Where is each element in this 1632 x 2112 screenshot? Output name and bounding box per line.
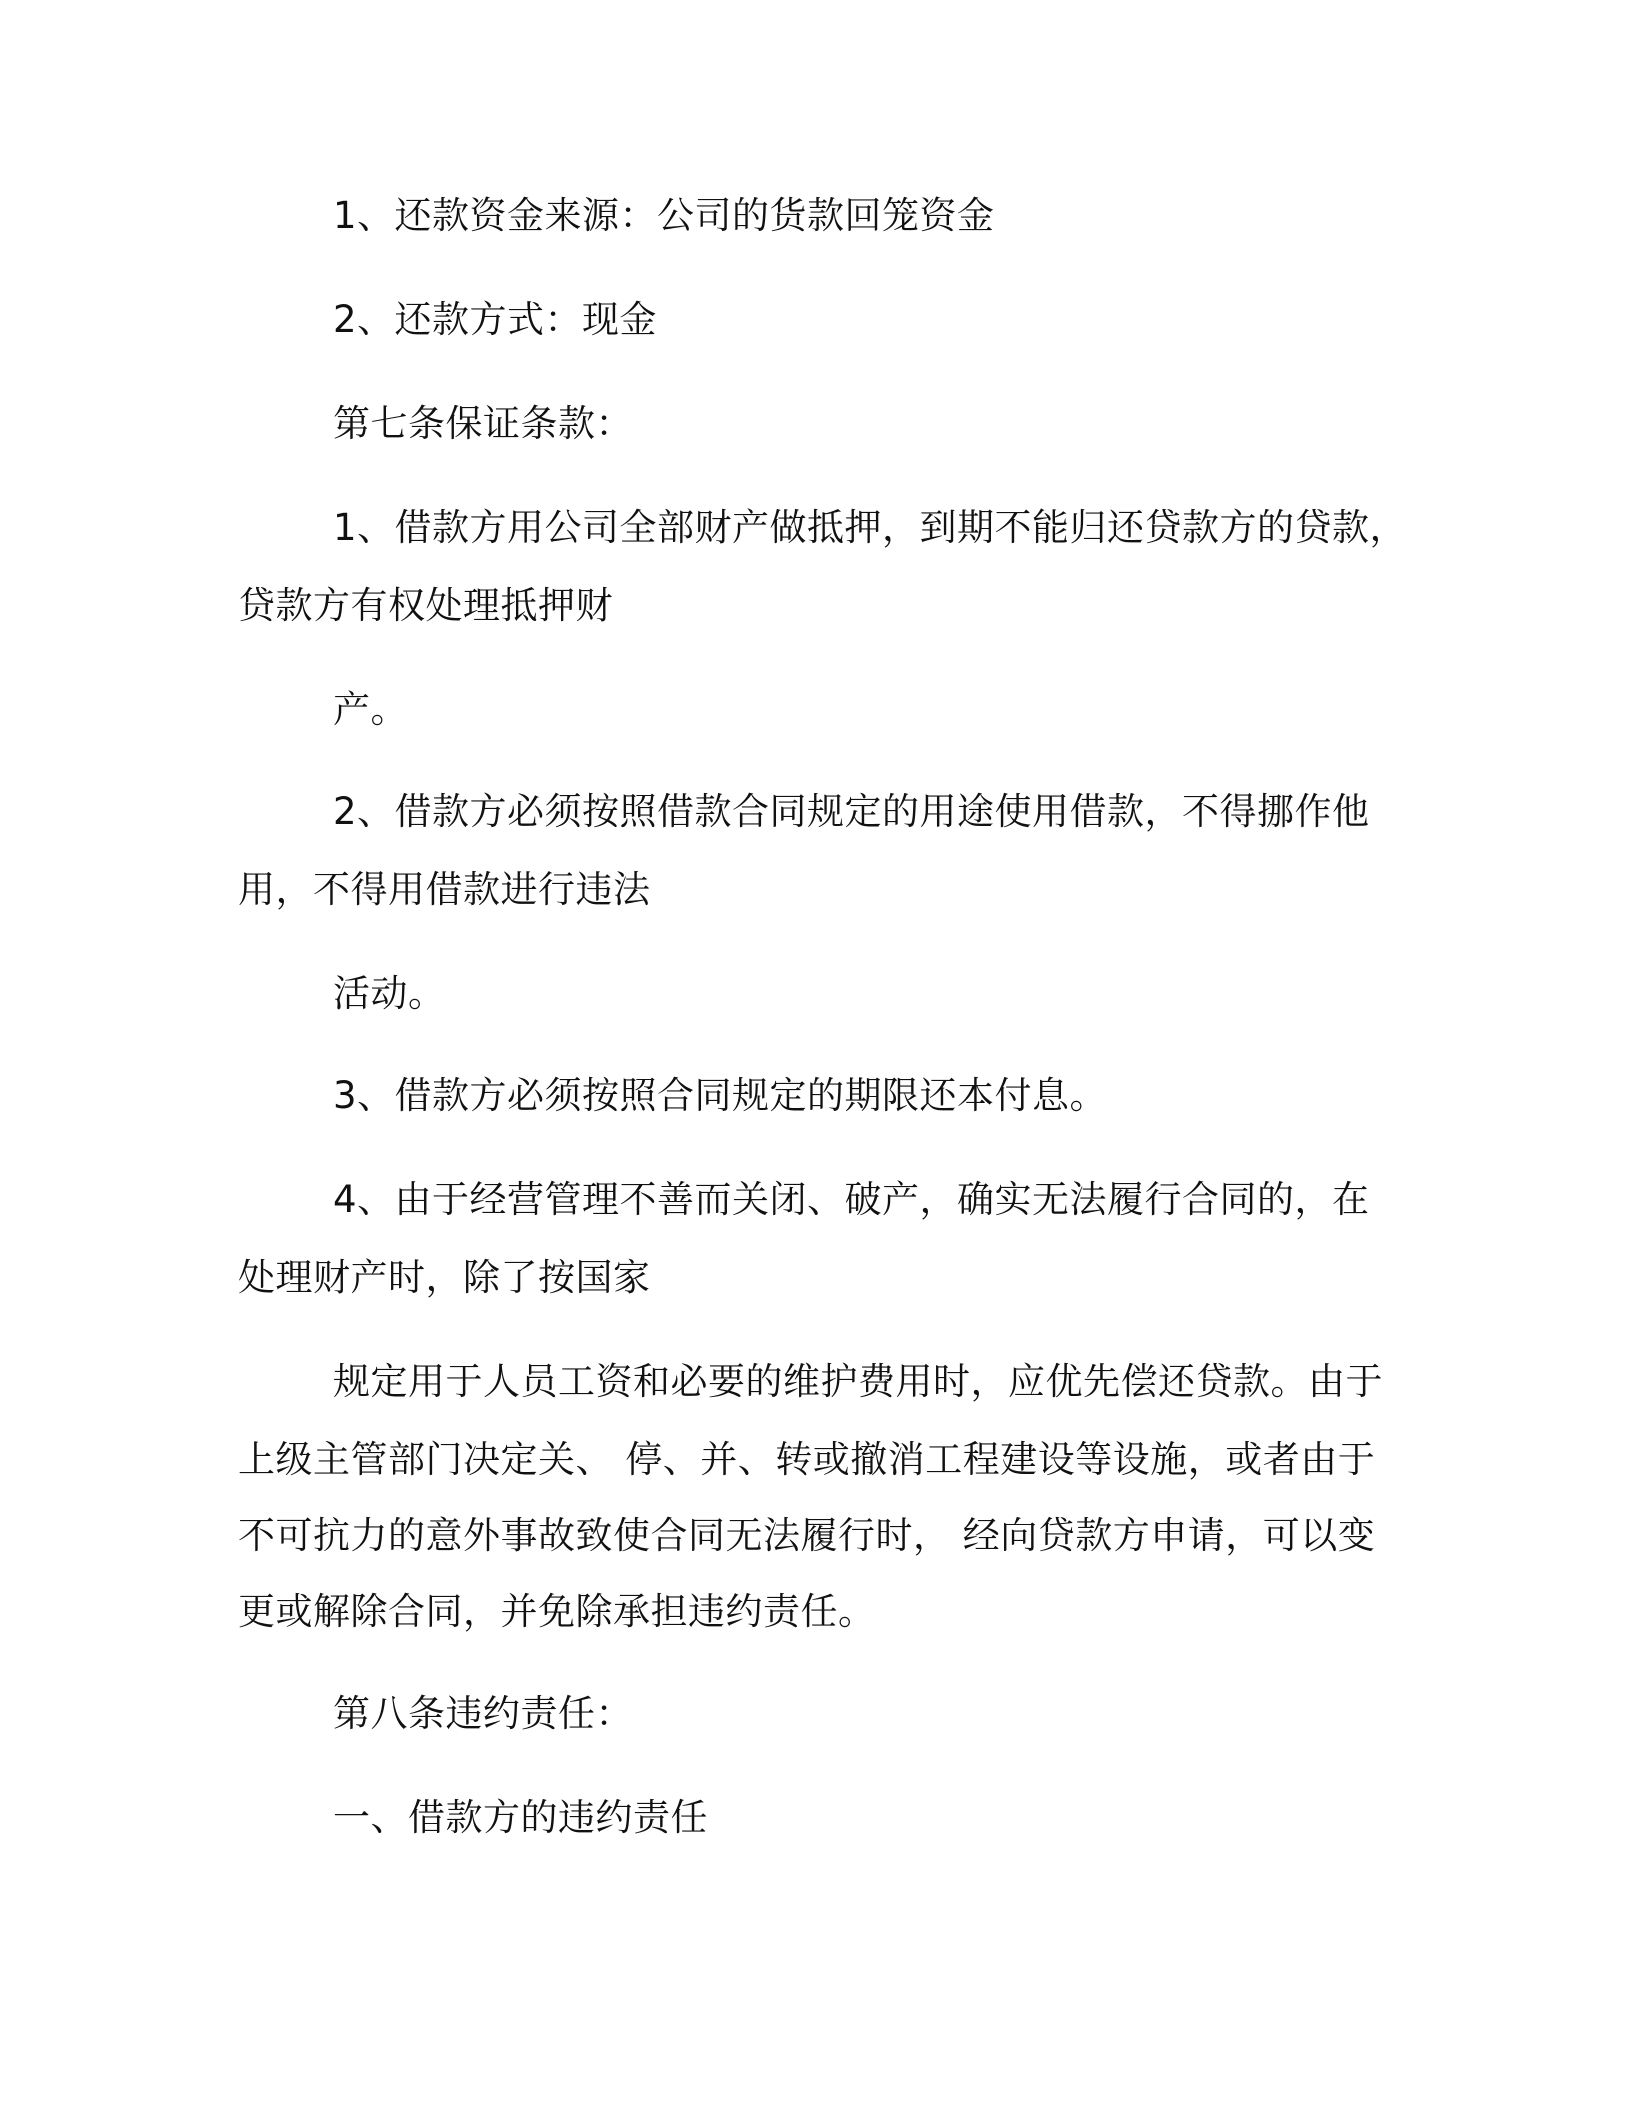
repayment-source-line: 1、还款资金来源：公司的货款回笼资金	[333, 194, 995, 237]
clause-7-2-line-1: 2、借款方必须按照借款合同规定的用途使用借款，不得挪作他	[333, 790, 1370, 833]
clause-7-4-line-5: 不可抗力的意外事故致使合同无法履行时， 经向贷款方申请，可以变	[238, 1514, 1376, 1557]
clause-7-4-line-4: 上级主管部门决定关、 停、并、转或撤消工程建设等设施，或者由于	[238, 1438, 1376, 1481]
clause-7-4-line-6: 更或解除合同，并免除承担违约责任。	[238, 1590, 876, 1633]
clause-7-3-line: 3、借款方必须按照合同规定的期限还本付息。	[333, 1074, 1108, 1117]
clause-7-1-line-3: 产。	[333, 688, 408, 731]
clause-7-4-line-2: 处理财产时，除了按国家	[238, 1256, 651, 1299]
clause-7-1-line-2: 贷款方有权处理抵押财	[238, 584, 613, 627]
repayment-method-line: 2、还款方式：现金	[333, 298, 658, 341]
clause-7-4-line-3: 规定用于人员工资和必要的维护费用时，应优先偿还贷款。由于	[333, 1360, 1383, 1403]
clause-7-2-line-2: 用，不得用借款进行违法	[238, 868, 651, 911]
borrower-liability-heading: 一、借款方的违约责任	[333, 1796, 708, 1839]
clause-7-2-line-3: 活动。	[333, 972, 446, 1015]
clause-7-4-line-1: 4、由于经营管理不善而关闭、破产，确实无法履行合同的，在	[333, 1178, 1370, 1221]
article-8-heading: 第八条违约责任：	[333, 1692, 633, 1735]
article-7-heading: 第七条保证条款：	[333, 402, 633, 445]
clause-7-1-line-1: 1、借款方用公司全部财产做抵押，到期不能归还贷款方的贷款，	[333, 506, 1408, 549]
